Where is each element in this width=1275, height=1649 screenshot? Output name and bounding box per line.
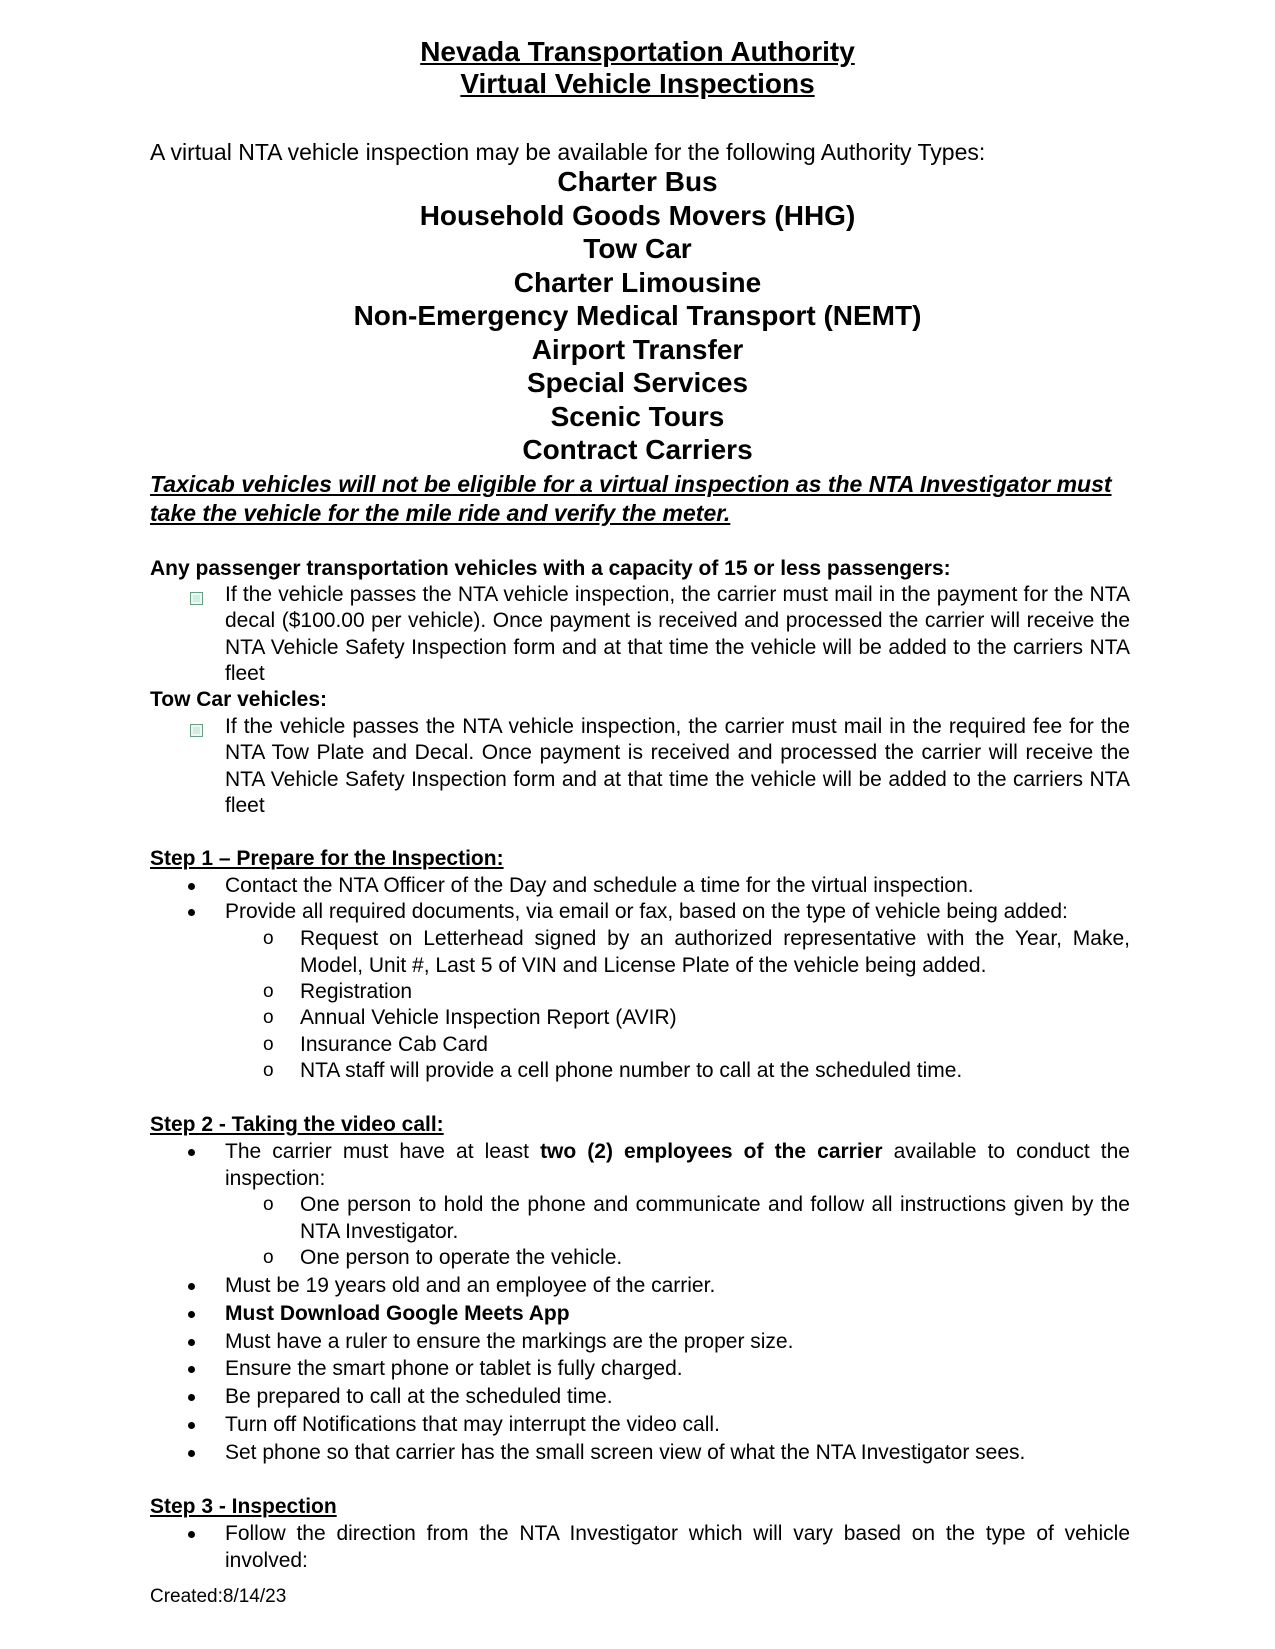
list-item: Must be 19 years old and an employee of the carrier. [225, 1274, 716, 1297]
authority-type: Tow Car [583, 233, 692, 264]
authority-type: Charter Limousine [513, 266, 762, 298]
list-item-text: The carrier must have at least [225, 1140, 541, 1163]
bullet-icon [188, 1366, 195, 1373]
list-item: Must Download Google Meets App [225, 1302, 570, 1325]
circle-bullet-icon: o [263, 1007, 274, 1028]
square-bullet-icon [190, 592, 203, 605]
list-item: Follow the direction from the NTA Investigator which will vary based on the type of vehicle involved: [225, 1522, 1130, 1572]
page-title: Nevada Transportation Authority [420, 36, 855, 67]
list-item: Be prepared to call at the scheduled time. [225, 1385, 613, 1408]
page-subtitle: Virtual Vehicle Inspections [460, 68, 815, 99]
step1-heading: Step 1 – Prepare for the Inspection: [150, 847, 504, 870]
sub-list-item: Insurance Cab Card [300, 1033, 488, 1056]
bullet-icon [188, 1531, 195, 1538]
passenger-section-text: If the vehicle passes the NTA vehicle inspection, the carrier must mail in the payment for the NTA decal ($100.00 per vehicle). Once payment is received and processed the carrier will receive the NTA Vehicle Safety Inspection form and at that time the vehicle will be added to the carriers NTA fleet [225, 583, 1130, 685]
circle-bullet-icon: o [263, 1060, 274, 1081]
taxicab-notice: Taxicab vehicles will not be eligible for a virtual inspection as the NTA Investigator must take the vehicle for the mile ride and verify the meter. [150, 471, 1112, 526]
authority-type: Airport Transfer [531, 333, 744, 365]
list-item: Set phone so that carrier has the small screen view of what the NTA Investigator sees. [225, 1441, 1026, 1464]
authority-type: Scenic Tours [550, 400, 725, 432]
sub-list-item: Annual Vehicle Inspection Report (AVIR) [300, 1006, 677, 1029]
circle-bullet-icon: o [263, 1194, 274, 1215]
sub-list-item: NTA staff will provide a cell phone number to call at the scheduled time. [300, 1059, 963, 1082]
bullet-icon [188, 1339, 195, 1346]
circle-bullet-icon: o [263, 1247, 274, 1268]
circle-bullet-icon: o [263, 928, 274, 949]
authority-type: Special Services [526, 367, 749, 398]
step3-heading: Step 3 - Inspection [150, 1495, 337, 1518]
list-item-text: available to conduct the inspection: [225, 1140, 1130, 1190]
sub-list-item: One person to hold the phone and communicate and follow all instructions given by the NTA Investigator. [300, 1193, 1130, 1243]
tow-section-heading: Tow Car vehicles: [150, 688, 328, 711]
list-item: Contact the NTA Officer of the Day and schedule a time for the virtual inspection. [225, 874, 974, 897]
list-item: Ensure the smart phone or tablet is fully charged. [225, 1357, 683, 1380]
sub-list-item: Registration [300, 980, 413, 1003]
sub-list-item: One person to operate the vehicle. [300, 1246, 623, 1269]
bullet-icon [188, 1149, 195, 1156]
authority-type: Charter Bus [557, 166, 718, 197]
bullet-icon [188, 1311, 195, 1318]
authority-type: Household Goods Movers (HHG) [419, 199, 856, 231]
footer-created-date: Created:8/14/23 [150, 1586, 287, 1607]
bullet-icon [188, 1394, 195, 1401]
bullet-icon [188, 1422, 195, 1429]
tow-section-text: If the vehicle passes the NTA vehicle inspection, the carrier must mail in the required fee for the NTA Tow Plate and Decal. Once payment is received and processed the carrier will receive the NTA Vehicle Safety Inspection form and at that time the vehicle will be added to the carriers NTA fleet [225, 715, 1130, 817]
list-item: Must have a ruler to ensure the markings are the proper size. [225, 1330, 794, 1353]
passenger-section-heading: Any passenger transportation vehicles with a capacity of 15 or less passengers: [150, 557, 951, 580]
authority-type-list [0, 165, 1275, 467]
list-item: Turn off Notifications that may interrupt the video call. [225, 1413, 720, 1436]
list-item [225, 1139, 1130, 1192]
list-item-emphasis: two (2) employees of the carrier [540, 1140, 883, 1163]
step2-heading: Step 2 - Taking the video call: [150, 1113, 444, 1136]
circle-bullet-icon: o [263, 981, 274, 1002]
authority-type: Non-Emergency Medical Transport (NEMT) [353, 300, 922, 331]
square-bullet-icon [190, 724, 203, 737]
list-item: Provide all required documents, via email or fax, based on the type of vehicle being added: [225, 900, 1068, 923]
circle-bullet-icon: o [263, 1034, 274, 1055]
bullet-icon [188, 1450, 195, 1457]
bullet-icon [188, 909, 195, 916]
bullet-icon [188, 1283, 195, 1290]
intro-text: A virtual NTA vehicle inspection may be available for the following Authority Types: [150, 139, 986, 165]
bullet-icon [188, 883, 195, 890]
sub-list-item: Request on Letterhead signed by an authorized representative with the Year, Make, Model, Unit #, Last 5 of VIN and License Plate of the vehicle being added. [300, 927, 1130, 977]
authority-type: Contract Carriers [522, 434, 753, 465]
